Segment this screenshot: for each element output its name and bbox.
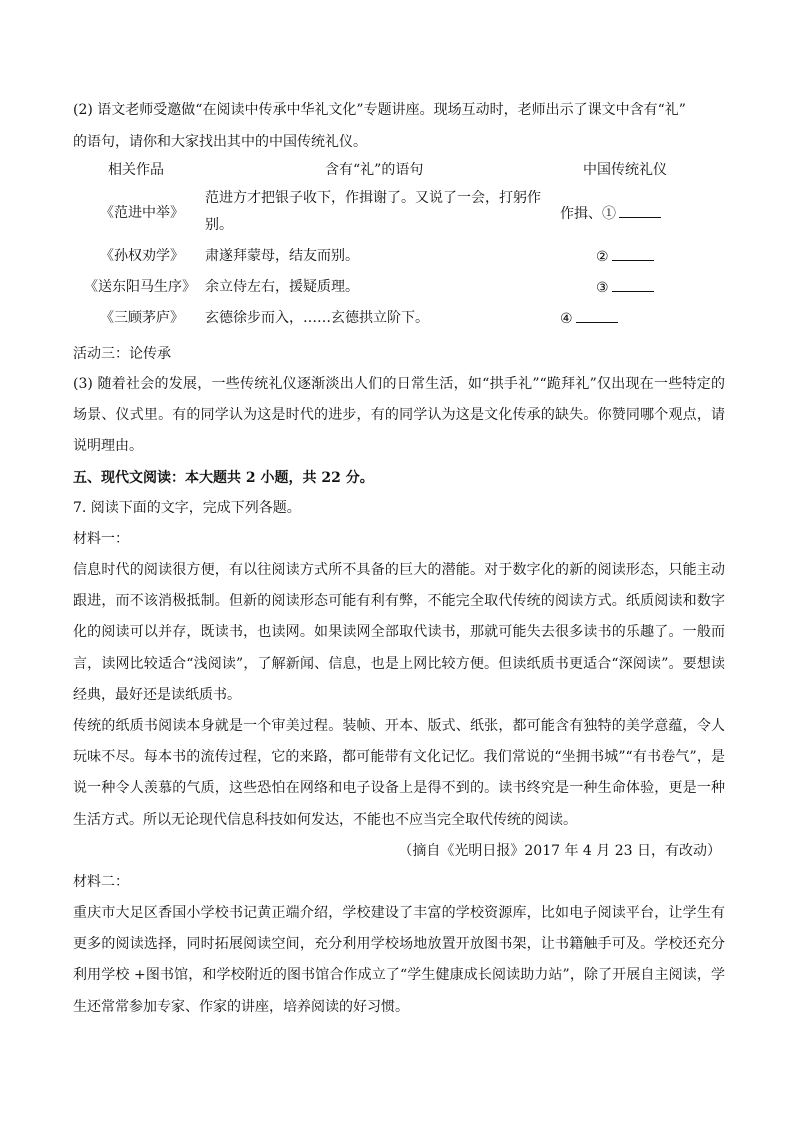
table-header-sentence: 含有“礼”的语句	[325, 162, 424, 178]
table-row-4-etiquette: ④	[560, 308, 618, 329]
table-row-1-sentence-line-1: 范进方才把银子收下，作揖谢了。又说了一会，打躬作	[205, 190, 541, 206]
table-row-2-sentence: 肃遂拜蒙母，结友而别。	[205, 248, 359, 264]
table-row-1-work: 《范进中举》	[100, 205, 184, 221]
section-5-heading: 五、现代文阅读：本大题共 2 小题，共 22 分。	[73, 470, 374, 486]
answer-blank-2[interactable]	[612, 246, 654, 261]
answer-blank-4[interactable]	[576, 308, 618, 323]
activity-3-heading: 活动三：论传承	[73, 346, 171, 362]
question-3: (3) 随着社会的发展，一些传统礼仪逐渐淡出人们的日常生活，如“拱手礼”“跪拜礼”仅出现在一些特定的场景、仪式里。有的同学认为这是时代的进步，有的同学认为这是文化传承的缺失。你赞同哪个观点，请说明理由。	[73, 376, 725, 455]
table-row-1-etiquette: 作揖、①	[560, 203, 661, 224]
table-row-2-work: 《孙权劝学》	[100, 248, 184, 264]
material-2-paragraph-1: 重庆市大足区香国小学校书记黄正端介绍，学校建设了丰富的学校资源库，比如电子阅读平台，让学生有更多的阅读选择，同时拓展阅读空间，充分利用学校场地放置开放图书架，让书籍触手可及。学校还充分利用学校 +图书馆，和学校附近的图书馆合作成立了“学生健康成长阅读助力站”，除了开展自主阅读，学生还常常参加专家、作家的讲座，培养阅读的好习惯。	[73, 905, 725, 1015]
question-2-line-2: 的语句，请你和大家找出其中的中国传统礼仪。	[73, 134, 367, 150]
material-2-title: 材料二：	[73, 874, 129, 890]
table-row-1-sentence-line-2: 别。	[205, 217, 233, 233]
question-2-line-1: (2) 语文老师受邀做“在阅读中传承中华礼文化”专题讲座。现场互动时，老师出示了课文中含有“礼”	[73, 102, 686, 118]
answer-blank-1[interactable]	[619, 203, 661, 218]
material-1-source: （摘自《光明日报》2017 年 4 月 23 日，有改动）	[398, 843, 721, 859]
material-1-paragraph-1: 信息时代的阅读很方便，有以往阅读方式所不具备的巨大的潜能。对于数字化的新的阅读形态，只能主动跟进，而不该消极抵制。但新的阅读形态可能有利有弊，不能完全取代传统的阅读方式。纸质阅读和数字化的阅读可以并存，既读书，也读网。如果读网全部取代读书，那就可能失去很多读书的乐趣了。一般而言，读网比较适合“浅阅读”，了解新闻、信息，也是上网比较方便。但读纸质书更适合“深阅读”。要想读经典，最好还是读纸质书。	[73, 562, 725, 703]
table-row-3-etiquette: ③	[596, 277, 654, 298]
answer-blank-3[interactable]	[612, 277, 654, 292]
material-1-paragraph-2: 传统的纸质书阅读本身就是一个审美过程。装帧、开本、版式、纸张，都可能含有独特的美学意蕴，令人玩味不尽。每本书的流传过程，它的来路，都可能带有文化记忆。我们常说的“坐拥书城”“有书卷气”，是说一种令人羡慕的气质，这些恐怕在网络和电子设备上是得不到的。读书终究是一种生命体验，更是一种生活方式。所以无论现代信息科技如何发达，不能也不应当完全取代传统的阅读。	[73, 718, 725, 828]
table-row-3-work: 《送东阳马生序》	[84, 279, 196, 295]
table-header-etiquette: 中国传统礼仪	[583, 162, 667, 178]
table-row-4-work: 《三顾茅庐》	[100, 310, 184, 326]
table-row-2-etiquette: ②	[596, 246, 654, 267]
table-header-work: 相关作品	[108, 162, 164, 178]
table-row-4-sentence: 玄德徐步而入，……玄德拱立阶下。	[205, 310, 429, 326]
material-1-title: 材料一：	[73, 531, 129, 547]
question-7: 7. 阅读下面的文字，完成下列各题。	[73, 500, 301, 516]
table-row-3-sentence: 余立侍左右，援疑质理。	[205, 279, 359, 295]
